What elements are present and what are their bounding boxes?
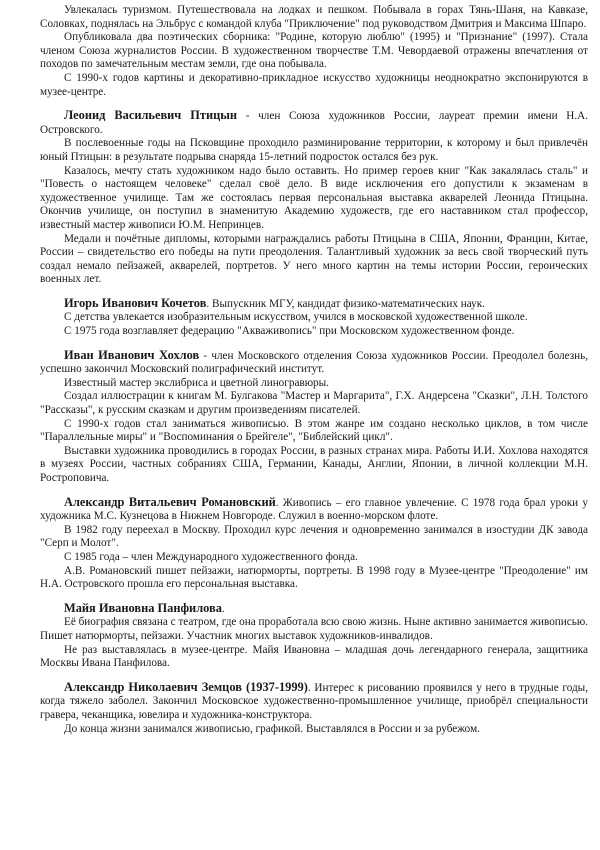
paragraph: С 1990-х годов стал заниматься живописью. В этом жанре им создано несколько циклов, в том числе "Параллельные миры" и "Воспоминания о Брейгеле", "Библейский цикл". — [40, 417, 588, 444]
paragraph: Выставки художника проводились в городах России, в разных странах мира. Работы И.И. Хохлова находятся в музеях России, частных собраниях США, Германии, Канады, Англии, Японии, в личной коллекции М.Н. Ростроповича. — [40, 444, 588, 484]
artist-entry-khokhlov — [40, 349, 588, 486]
artist-summary: - член Московского отделения Союза художников России. Преодолел болезнь, успешно закончил Московский полиграфический институт. — [40, 349, 589, 376]
artist-summary: . — [221, 602, 225, 615]
paragraph: С 1985 года – член Международного художественного фонда. — [64, 550, 358, 563]
paragraph: Не раз выставлялась в музее-центре. Майя Ивановна – младшая дочь легендарного генерала, защитника Москвы Ивана Панфилова. — [40, 643, 588, 670]
paragraph: А.В. Романовский пишет пейзажи, натюрморты, портреты. В 1998 году в Музее-центре "Преодоление" им Н.А. Островского прошла его персональная выставка. — [40, 564, 588, 591]
paragraph: До конца жизни занимался живописью, графикой. Выставлялся в России и за рубежом. — [64, 722, 480, 735]
artist-summary: . Выпускник МГУ, кандидат физико-математических наук. — [206, 297, 485, 310]
artist-name: Леонид Васильевич Птицын — [64, 108, 238, 123]
paragraph: С 1990-х годов картины и декоративно-прикладное искусство художницы неоднократно экспонируются в музее-центре. — [40, 71, 588, 98]
artist-entry-kochetov — [40, 297, 588, 339]
paragraph: В 1982 году переехал в Москву. Проходил курс лечения и одновременно занимался в изостудии ДК завода "Серп и Молот". — [40, 523, 588, 550]
artist-name: Александр Витальевич Романовский — [64, 494, 276, 509]
artist-summary: . Живопись – его главное увлечение. С 1978 года брал уроки у художника М.С. Кузнецова в Нижнем Новгороде. Служил в военно-морском флоте. — [40, 496, 588, 523]
paragraph: Её биография связана с театром, где она проработала всю свою жизнь. Ныне активно занимается живописью. Пишет натюрморты, пейзажи. Участник многих выставок художников-инвалидов. — [40, 616, 588, 642]
entry-lead — [40, 602, 588, 617]
artist-name: Игорь Иванович Кочетов — [64, 295, 207, 310]
artist-name: Иван Иванович Хохлов — [64, 347, 200, 362]
paragraph: С 1975 года возглавляет федерацию "Акваживопись" при Московском художественном фонде. — [64, 325, 515, 338]
artist-summary: - член Союза художников России, лауреат премии имени Н.А. Островского. — [40, 110, 589, 136]
artist-entry-panfilova — [40, 602, 588, 671]
intro-section — [40, 4, 588, 99]
entry-lead — [40, 681, 588, 723]
artist-entry-ptitsyn — [40, 109, 588, 287]
entry-lead — [40, 297, 588, 312]
entry-lead — [40, 496, 588, 524]
artist-entry-romanovsky — [40, 496, 588, 592]
paragraph: С детства увлекается изобразительным искусством, учился в московской художественной школе. — [64, 311, 528, 324]
paragraph: Создал иллюстрации к книгам М. Булгакова "Мастер и Маргарита", Г.Х. Андерсена "Сказки", Л.Н. Толстого "Рассказы", к русским сказкам и другим произведениям писателей. — [40, 390, 588, 417]
artist-entry-zemtsov — [40, 681, 588, 736]
artist-summary: . Интерес к рисованию проявился у него в трудные годы, когда тяжело заболел. Закончил Московское художественно-промышленное училище, приобрёл специальности гравера, чеканщика, ювелира и художника-конструктора. — [40, 681, 588, 721]
paragraph: Увлекалась туризмом. Путешествовала на лодках и пешком. Побывала в горах Тянь-Шаня, на Кавказе, Соловках, поднялась на Эльбрус с командой клуба "Приключение" под руководством Дмитрия и Максима Шпаро. — [40, 4, 588, 30]
paragraph: Медали и почётные дипломы, которыми награждались работы Птицына в США, Японии, Франции, Китае, России – свидетельство его победы на пути преодоления. Талантливый художник за весь свой творческий путь создал немало пейзажей, акварелей, портретов. У него много картин на темы истории России, героических военных лет. — [40, 232, 588, 286]
artist-name: Александр Николаевич Земцов (1937-1999) — [64, 679, 308, 694]
paragraph: Известный мастер экслибриса и цветной линогравюры. — [64, 376, 329, 389]
paragraph: В послевоенные годы на Псковщине проходило разминирование территории, к которому и был привлечён юный Птицын: в результате подрыва снаряда 15-летний подросток остался без рук. — [40, 137, 588, 163]
entry-lead — [40, 109, 588, 137]
artist-name: Майя Ивановна Панфилова — [64, 600, 222, 615]
paragraph: Опубликовала два поэтических сборника: "Родине, которую люблю" (1995) и "Признание" (1997). Стала членом Союза журналистов России. В художественном творчестве Т.М. Чевордаевой отражены впечатления от походов по замечательным местам земли, где она побывала. — [40, 31, 588, 71]
entry-lead — [40, 349, 588, 377]
paragraph: Казалось, мечту стать художником надо было оставить. Но пример героев книг "Как закалялась сталь" и "Повесть о настоящем человеке" сделал своё дело. В виде исключения его допустили к экзаменам в художественное училище. Там же состоялась первая персональная выставка акварелей Леонида Птицына. Окончив училище, он поступил в знаменитую Академию художеств, где его наставником стал профессор, известный мастер живописи Ю.М. Непринцев. — [40, 164, 588, 231]
